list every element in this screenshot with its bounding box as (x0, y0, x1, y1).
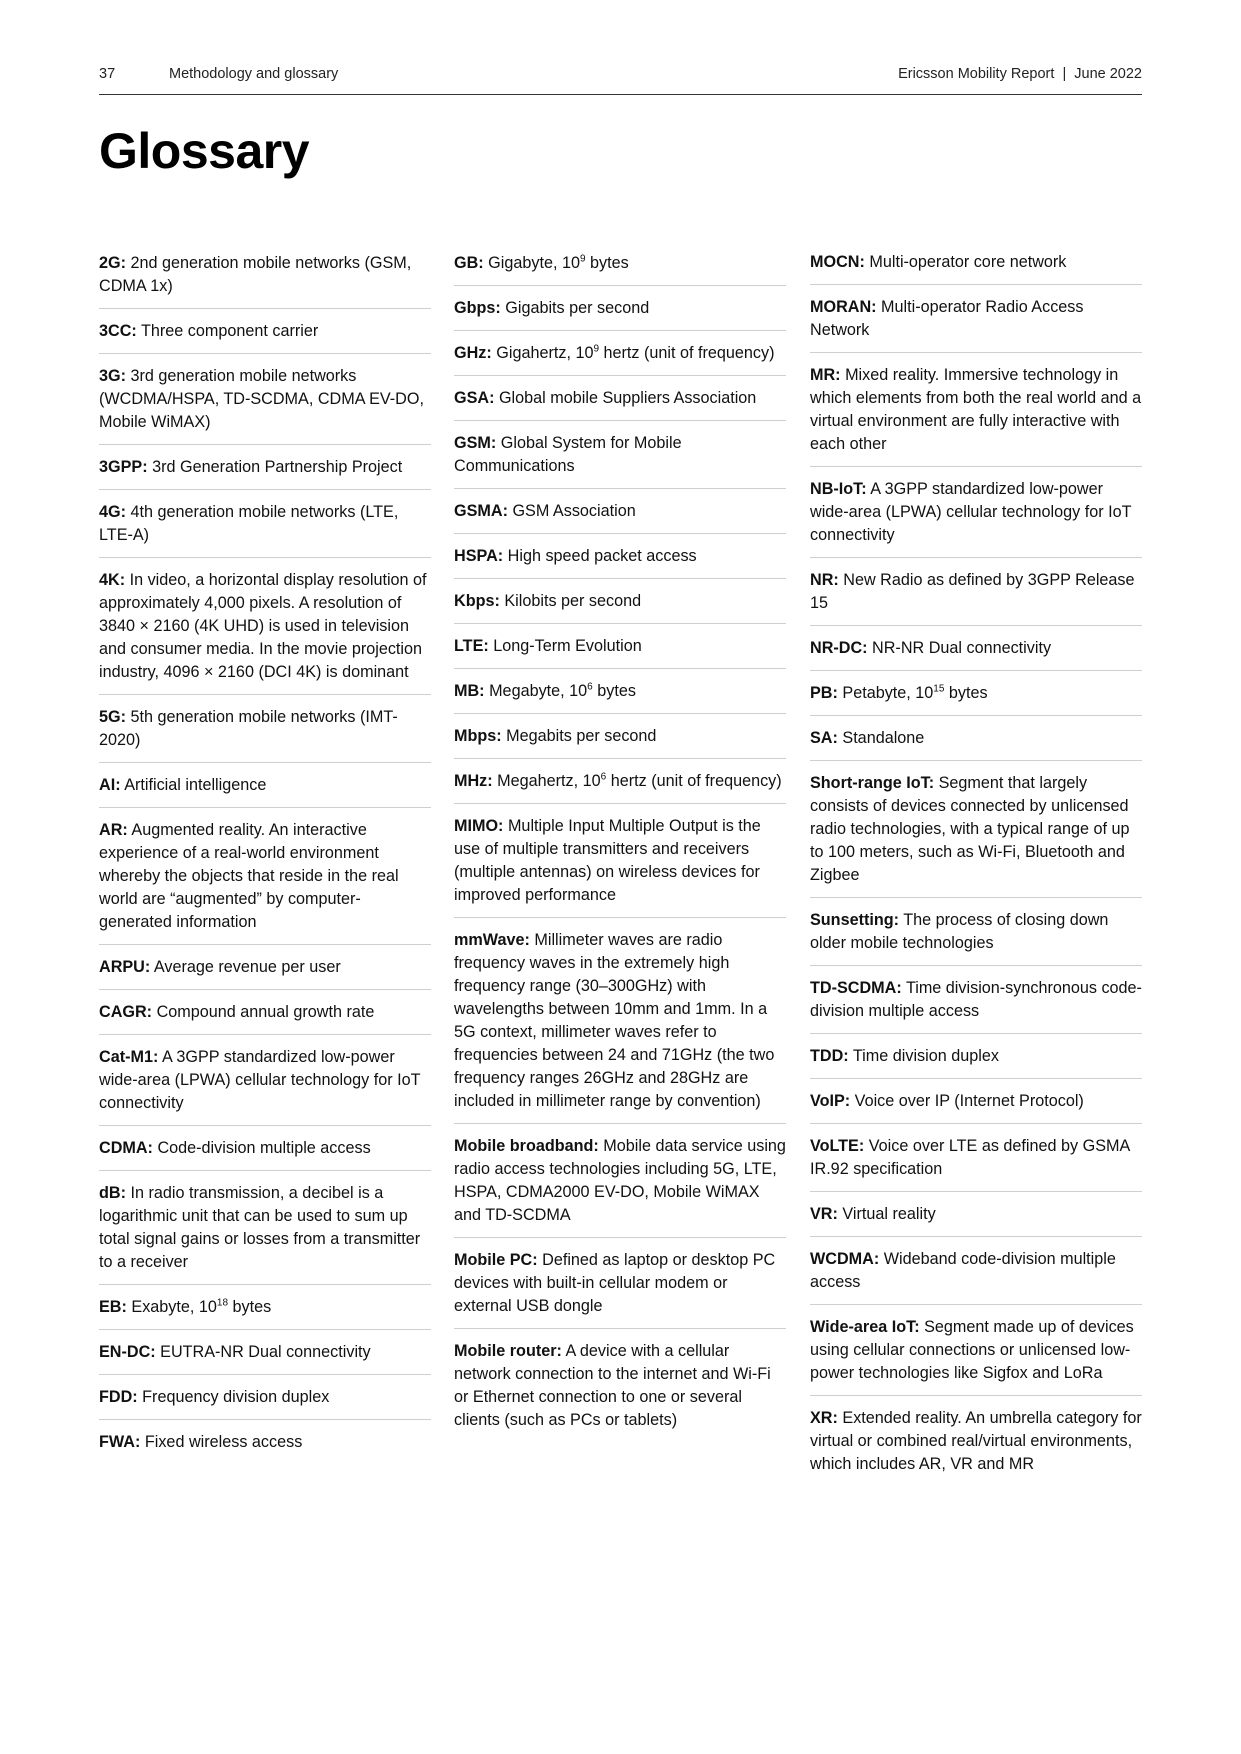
superscript-exponent: 6 (587, 681, 593, 693)
glossary-entry (810, 626, 1142, 671)
glossary-term: GSM: (454, 434, 497, 452)
glossary-definition: Multiple Input Multiple Output is the use of multiple transmitters and receivers (multiple antennas) on wireless devices for improved performance (454, 817, 761, 904)
glossary-entry (454, 624, 786, 669)
glossary-term: Cat-M1: (99, 1048, 159, 1066)
glossary-term: MIMO: (454, 817, 504, 835)
page-title: Glossary (99, 123, 310, 179)
glossary-term: MR: (810, 366, 841, 384)
glossary-definition: Exabyte, 10 (131, 1298, 217, 1316)
glossary-definition: EUTRA-NR Dual connectivity (160, 1343, 371, 1361)
glossary-term: EN-DC: (99, 1343, 156, 1361)
glossary-term: GHz: (454, 344, 492, 362)
glossary-definition: New Radio as defined by 3GPP Release 15 (810, 571, 1135, 612)
glossary-term: MOCN: (810, 253, 865, 271)
glossary-definition: A 3GPP standardized low-power wide-area (LPWA) cellular technology for IoT connectivity (99, 1048, 421, 1112)
glossary-entry (810, 240, 1142, 285)
glossary-term: HSPA: (454, 547, 504, 565)
glossary-definition: In radio transmission, a decibel is a logarithmic unit that can be used to sum up total signal gains or losses from a transmitter to a receiver (99, 1184, 421, 1271)
glossary-definition: Segment made up of devices using cellular connections or unlicensed low-power technologies like Sigfox and LoRa (810, 1318, 1134, 1382)
glossary-definition: Three component carrier (141, 322, 319, 340)
glossary-definition: Mobile data service using radio access technologies including 5G, LTE, HSPA, CDMA2000 EV-DO, Mobile WiMAX and TD-SCDMA (454, 1137, 786, 1224)
glossary-definition: Mixed reality. Immersive technology in which elements from both the real world and a virtual environment are fully interactive with each other (810, 366, 1142, 453)
glossary-entry (810, 671, 1142, 716)
glossary-definition: Gigabyte, 10 (488, 254, 580, 272)
superscript-exponent: 18 (216, 1297, 229, 1309)
glossary-entry (99, 695, 431, 763)
glossary-term: AR: (99, 821, 128, 839)
glossary-definition: Global mobile Suppliers Association (498, 389, 757, 407)
glossary-column-1 (99, 240, 431, 1464)
glossary-term: 5G: (99, 708, 126, 726)
glossary-entry (810, 1034, 1142, 1079)
glossary-term: ARPU: (99, 958, 151, 976)
glossary-entry (99, 1126, 431, 1171)
glossary-term: MHz: (454, 772, 493, 790)
glossary-term: TD-SCDMA: (810, 979, 902, 997)
glossary-definition: Time division duplex (852, 1047, 999, 1065)
glossary-definition: Segment that largely consists of devices connected by unlicensed radio technologies, with a typical range of up to 100 meters, such as Wi-Fi, Bluetooth and Zigbee (810, 774, 1130, 884)
glossary-definition: Fixed wireless access (144, 1433, 303, 1451)
report-title: Ericsson Mobility Report | June 2022 (898, 66, 1142, 82)
superscript-exponent: 6 (600, 771, 607, 783)
glossary-term: TDD: (810, 1047, 849, 1065)
glossary-term: VR: (810, 1205, 838, 1223)
glossary-entry (454, 759, 786, 804)
glossary-entry (99, 1375, 431, 1420)
glossary-term: NR-DC: (810, 639, 868, 657)
glossary-definition: Megahertz, 10 (497, 772, 601, 790)
glossary-definition: Multi-operator Radio Access Network (810, 298, 1084, 339)
glossary-entry (454, 534, 786, 579)
glossary-entry (810, 716, 1142, 761)
glossary-term: mmWave: (454, 931, 530, 949)
glossary-entry (810, 558, 1142, 626)
glossary-entry (99, 490, 431, 558)
glossary-entry (454, 376, 786, 421)
glossary-term: Gbps: (454, 299, 501, 317)
glossary-definition: Wideband code-division multiple access (810, 1250, 1116, 1291)
glossary-term: VoIP: (810, 1092, 851, 1110)
glossary-definition: Petabyte, 10 (842, 684, 934, 702)
glossary-entry (454, 579, 786, 624)
glossary-term: 4G: (99, 503, 126, 521)
glossary-term: 4K: (99, 571, 126, 589)
glossary-entry (810, 966, 1142, 1034)
glossary-definition: Kilobits per second (504, 592, 642, 610)
glossary-entry (99, 763, 431, 808)
glossary-definition-continued: bytes (228, 1298, 272, 1316)
glossary-entry (810, 1396, 1142, 1486)
superscript-exponent: 9 (593, 343, 600, 355)
glossary-term: Mobile broadband: (454, 1137, 599, 1155)
glossary-entry (99, 445, 431, 490)
superscript-exponent: 15 (933, 683, 945, 695)
glossary-definition: Extended reality. An umbrella category for virtual or combined real/virtual environments, which includes AR, VR and MR (810, 1409, 1142, 1473)
glossary-entry (99, 1330, 431, 1375)
glossary-definition: Voice over IP (Internet Protocol) (854, 1092, 1084, 1110)
glossary-entry (454, 1329, 786, 1442)
section-title: Methodology and glossary (169, 66, 339, 82)
glossary-term: GSA: (454, 389, 495, 407)
glossary-definition: Average revenue per user (153, 958, 341, 976)
glossary-entry (99, 354, 431, 445)
glossary-term: Mbps: (454, 727, 502, 745)
glossary-term: dB: (99, 1184, 126, 1202)
glossary-term: FWA: (99, 1433, 141, 1451)
glossary-entry (99, 990, 431, 1035)
glossary-entry (99, 1171, 431, 1285)
glossary-column-2 (454, 240, 786, 1442)
glossary-entry (810, 1124, 1142, 1192)
page-number: 37 (99, 66, 116, 82)
glossary-term: Sunsetting: (810, 911, 900, 929)
glossary-definition: Megabyte, 10 (489, 682, 588, 700)
glossary-definition: In video, a horizontal display resolution of approximately 4,000 pixels. A resolution of 3840 × 2160 (4K UHD) is used in television and consumer media. In the movie projection industry, 4096 × 2160 (DCI 4K) is dominant (99, 571, 427, 681)
glossary-definition: Megabits per second (506, 727, 657, 745)
glossary-entry (810, 1079, 1142, 1124)
glossary-definition: Gigabits per second (505, 299, 650, 317)
glossary-entry (810, 285, 1142, 353)
glossary-entry (810, 1192, 1142, 1237)
glossary-entry (99, 558, 431, 695)
glossary-definition: Defined as laptop or desktop PC devices with built-in cellular modem or external USB dongle (454, 1251, 776, 1315)
glossary-term: CDMA: (99, 1139, 153, 1157)
glossary-definition: Artificial intelligence (124, 776, 267, 794)
glossary-definition: 2nd generation mobile networks (GSM, CDMA 1x) (99, 254, 412, 295)
glossary-definition: Standalone (842, 729, 925, 747)
glossary-entry (454, 489, 786, 534)
glossary-term: MB: (454, 682, 485, 700)
superscript-exponent: 9 (579, 253, 586, 265)
glossary-term: CAGR: (99, 1003, 153, 1021)
glossary-entry (99, 1035, 431, 1126)
glossary-entry (810, 898, 1142, 966)
glossary-term: NB-IoT: (810, 480, 867, 498)
glossary-entry (810, 467, 1142, 558)
glossary-definition: 3rd generation mobile networks (WCDMA/HSPA, TD-SCDMA, CDMA EV-DO, Mobile WiMAX) (99, 367, 424, 431)
glossary-entry (454, 331, 786, 376)
glossary-definition: Multi-operator core network (869, 253, 1067, 271)
glossary-term: Wide-area IoT: (810, 1318, 920, 1336)
glossary-entry (810, 1305, 1142, 1396)
glossary-term: 3CC: (99, 322, 137, 340)
glossary-entry (454, 240, 786, 286)
page-header (99, 66, 1142, 95)
glossary-term: NR: (810, 571, 839, 589)
glossary-entry (454, 1124, 786, 1238)
glossary-definition: Long-Term Evolution (493, 637, 642, 655)
glossary-definition: Global System for Mobile Communications (454, 434, 682, 475)
glossary-definition-continued: bytes (944, 684, 988, 702)
glossary-definition: Augmented reality. An interactive experience of a real-world environment whereby the objects that reside in the real world are “augmented” by computer-generated information (99, 821, 399, 931)
glossary-definition: A device with a cellular network connection to the internet and Wi-Fi or Ethernet connection to one or several clients (such as PCs or tablets) (454, 1342, 771, 1429)
glossary-definition: Frequency division duplex (142, 1388, 330, 1406)
glossary-definition: 3rd Generation Partnership Project (152, 458, 403, 476)
glossary-term: Mobile router: (454, 1342, 562, 1360)
glossary-term: Kbps: (454, 592, 500, 610)
glossary-definition: Time division-synchronous code-division multiple access (810, 979, 1142, 1020)
glossary-definition-continued: bytes (592, 682, 636, 700)
glossary-term: 3GPP: (99, 458, 148, 476)
glossary-entry (454, 669, 786, 714)
glossary-term: MORAN: (810, 298, 877, 316)
glossary-term: Short-range IoT: (810, 774, 935, 792)
glossary-term: 3G: (99, 367, 126, 385)
glossary-entry (99, 1285, 431, 1330)
glossary-entry (454, 804, 786, 918)
glossary-entry (454, 918, 786, 1124)
glossary-entry (99, 309, 431, 354)
glossary-term: FDD: (99, 1388, 138, 1406)
glossary-entry (454, 714, 786, 759)
glossary-column-3 (810, 240, 1142, 1486)
glossary-term: Mobile PC: (454, 1251, 538, 1269)
glossary-term: SA: (810, 729, 838, 747)
glossary-definition: NR-NR Dual connectivity (872, 639, 1052, 657)
glossary-entry (454, 1238, 786, 1329)
glossary-entry (810, 353, 1142, 467)
glossary-definition-continued: hertz (unit of frequency) (606, 772, 782, 790)
glossary-definition: 5th generation mobile networks (IMT-2020) (99, 708, 398, 749)
glossary-entry (99, 945, 431, 990)
glossary-term: LTE: (454, 637, 489, 655)
glossary-term: XR: (810, 1409, 838, 1427)
glossary-definition: 4th generation mobile networks (LTE, LTE-A) (99, 503, 399, 544)
glossary-entry (810, 761, 1142, 898)
glossary-term: AI: (99, 776, 121, 794)
glossary-entry (454, 421, 786, 489)
glossary-term: PB: (810, 684, 838, 702)
glossary-definition: Code-division multiple access (157, 1139, 371, 1157)
glossary-entry (99, 808, 431, 945)
glossary-definition-continued: bytes (585, 254, 629, 272)
glossary-definition: GSM Association (512, 502, 636, 520)
glossary-definition: The process of closing down older mobile technologies (810, 911, 1109, 952)
glossary-term: GB: (454, 254, 484, 272)
glossary-definition-continued: hertz (unit of frequency) (599, 344, 775, 362)
glossary-definition: A 3GPP standardized low-power wide-area (LPWA) cellular technology for IoT connectivity (810, 480, 1132, 544)
glossary-term: EB: (99, 1298, 127, 1316)
glossary-definition: Voice over LTE as defined by GSMA IR.92 specification (810, 1137, 1130, 1178)
glossary-entry (99, 1420, 431, 1464)
glossary-definition: High speed packet access (507, 547, 697, 565)
glossary-definition: Millimeter waves are radio frequency waves in the extremely high frequency range (30–300GHz) with wavelengths between 10mm and 1mm. In a 5G context, millimeter waves refer to frequencies between 24 and 71GHz (the two frequency ranges 26GHz and 28GHz are included in millimeter range by convention) (454, 931, 775, 1110)
glossary-definition: Gigahertz, 10 (496, 344, 594, 362)
glossary-term: VoLTE: (810, 1137, 865, 1155)
glossary-entry (454, 286, 786, 331)
glossary-term: WCDMA: (810, 1250, 880, 1268)
glossary-definition: Compound annual growth rate (156, 1003, 375, 1021)
glossary-entry (810, 1237, 1142, 1305)
glossary-term: GSMA: (454, 502, 508, 520)
glossary-term: 2G: (99, 254, 126, 272)
glossary-definition: Virtual reality (842, 1205, 936, 1223)
glossary-entry (99, 240, 431, 309)
